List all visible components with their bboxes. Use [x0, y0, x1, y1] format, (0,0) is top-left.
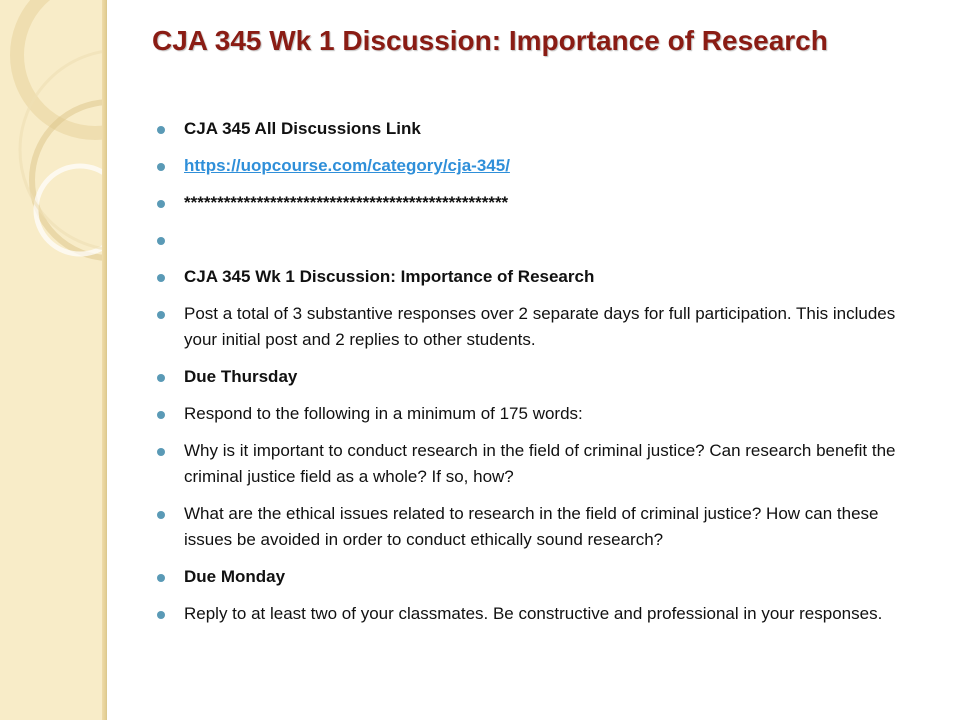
- bullet-list: [152, 116, 912, 638]
- slide-title: CJA 345 Wk 1 Discussion: Importance of Research: [152, 25, 828, 56]
- bullet-icon: [157, 611, 165, 619]
- bullet-icon: [157, 311, 165, 319]
- list-item-text: Reply to at least two of your classmates. Be constructive and professional in your responses.: [184, 604, 883, 623]
- bullet-icon: [157, 200, 165, 208]
- bullet-icon: [157, 411, 165, 419]
- bullet-icon: [157, 574, 165, 582]
- bullet-icon: [157, 374, 165, 382]
- list-item-text: Respond to the following in a minimum of 175 words:: [184, 404, 583, 423]
- separator-text: *************************************************: [184, 193, 509, 212]
- list-item: [152, 401, 912, 427]
- list-item-text: CJA 345 All Discussions Link: [184, 119, 421, 138]
- bullet-icon: [157, 448, 165, 456]
- list-item: [152, 301, 912, 353]
- side-decoration-band: [0, 0, 107, 720]
- list-item: [152, 264, 912, 290]
- bullet-icon: [157, 126, 165, 134]
- bullet-icon: [157, 163, 165, 171]
- list-item-text: Post a total of 3 substantive responses over 2 separate days for full participation. This includes your initial post and 2 replies to other students.: [184, 304, 896, 349]
- bullet-icon: [157, 274, 165, 282]
- list-item-text: Why is it important to conduct research in the field of criminal justice? Can research benefit the criminal justice field as a whole? If so, how?: [184, 441, 896, 486]
- list-item: [152, 364, 912, 390]
- list-item: [152, 564, 912, 590]
- bullet-icon: [157, 511, 165, 519]
- list-item-text: Due Thursday: [184, 367, 298, 386]
- list-item-text: What are the ethical issues related to research in the field of criminal justice? How can these issues be avoided in order to conduct ethically sound research?: [184, 504, 879, 549]
- list-item: [152, 227, 912, 253]
- list-item: [152, 153, 912, 179]
- list-item: [152, 190, 912, 216]
- list-item: [152, 116, 912, 142]
- bullet-icon: [157, 237, 165, 245]
- list-item-text: Due Monday: [184, 567, 286, 586]
- list-item-text: CJA 345 Wk 1 Discussion: Importance of Research: [184, 267, 595, 286]
- list-item: [152, 601, 912, 627]
- list-item: [152, 438, 912, 490]
- course-link[interactable]: https://uopcourse.com/category/cja-345/: [184, 156, 510, 175]
- list-item: [152, 501, 912, 553]
